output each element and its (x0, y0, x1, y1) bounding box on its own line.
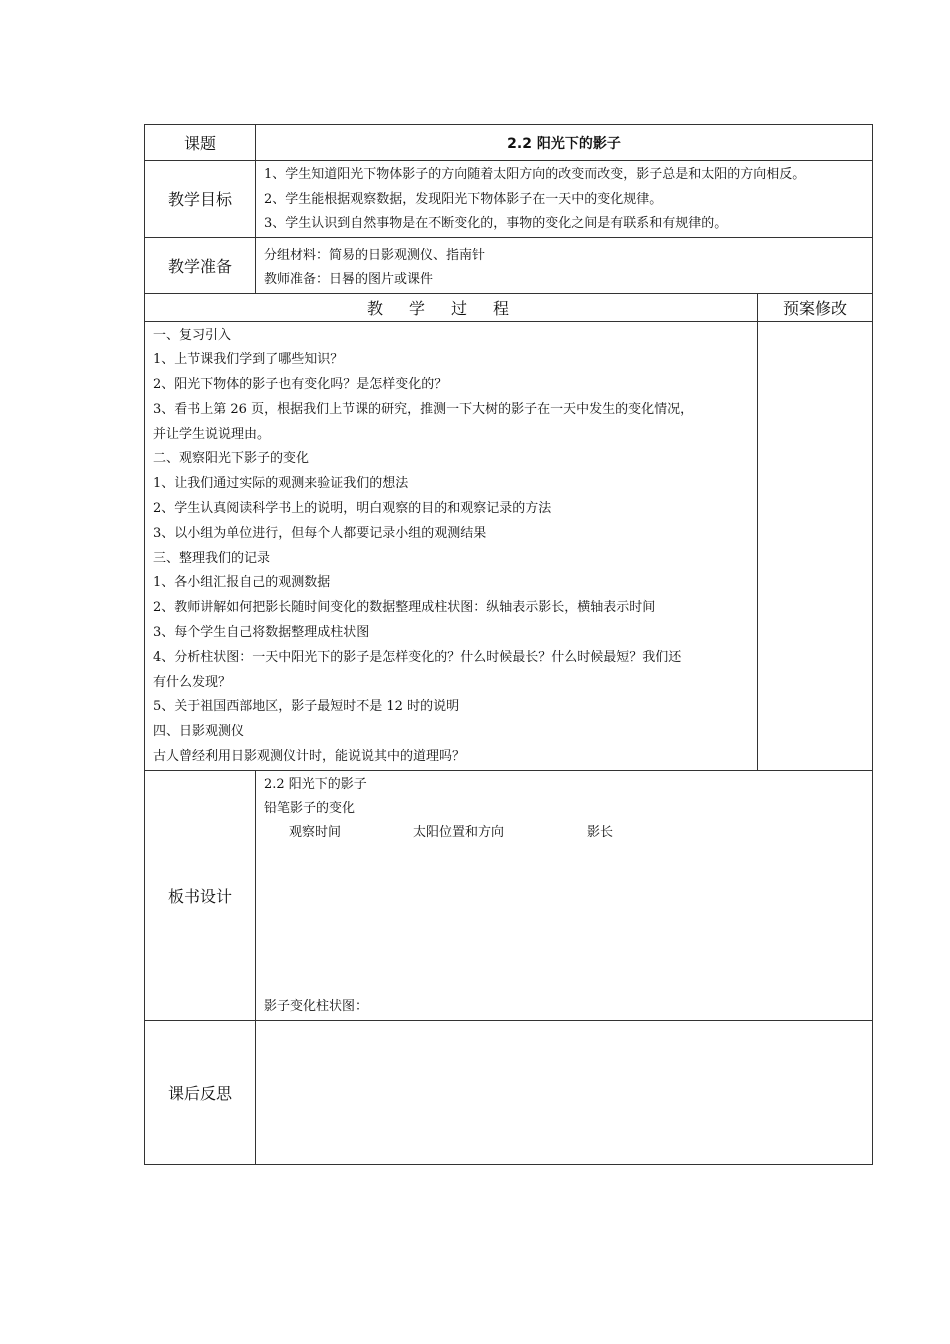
reflection-label: 课后反思 (145, 1020, 256, 1164)
process-line: 一、复习引入 (153, 327, 232, 343)
board-cell (256, 770, 873, 1020)
process-line: 3、每个学生自己将数据整理成柱状图 (153, 625, 370, 641)
goal-item: 2、学生能根据观察数据，发现阳光下物体影子在一天中的变化规律。 (264, 191, 663, 207)
board-col-length: 影长 (587, 824, 614, 840)
process-line: 1、让我们通过实际的观测来验证我们的想法 (153, 476, 409, 492)
goals-row (145, 161, 873, 238)
lesson-plan-table (144, 124, 873, 1165)
goal-item: 3、学生认识到自然事物是在不断变化的，事物的变化之间是有联系和有规律的。 (264, 216, 728, 231)
process-line: 2、学生认真阅读科学书上的说明，明白观察的目的和观察记录的方法 (153, 501, 552, 517)
board-subtitle: 铅笔影子的变化 (264, 800, 356, 816)
process-line: 3、以小组为单位进行，但每个人都要记录小组的观测结果 (153, 525, 487, 541)
board-row (145, 770, 873, 1020)
process-line: 4、分析柱状图：一天中阳光下的影子是怎样变化的？什么时候最长？什么时候最短？我们还 (153, 649, 682, 665)
prep-label: 教学准备 (145, 237, 256, 293)
process-line: 2、教师讲解如何把影长随时间变化的数据整理成柱状图：纵轴表示影长，横轴表示时间 (153, 600, 656, 616)
goals-label: 教学目标 (145, 161, 256, 238)
process-line: 5、关于祖国西部地区，影子最短时不是 12 时的说明 (153, 699, 460, 715)
board-col-sun: 太阳位置和方向 (413, 824, 505, 840)
process-line: 四、日影观测仪 (153, 724, 245, 740)
board-col-time: 观察时间 (289, 824, 342, 840)
process-cell (145, 321, 758, 770)
lesson-plan-sheet (144, 124, 872, 1165)
board-label: 板书设计 (145, 770, 256, 1020)
prep-item: 分组材料：简易的日影观测仪、指南针 (264, 247, 486, 263)
process-line: 1、各小组汇报自己的观测数据 (153, 575, 331, 591)
process-line: 3、看书上第 26 页，根据我们上节课的研究，推测一下大树的影子在一天中发生的变化情况， (153, 401, 694, 417)
reflection-cell[interactable] (256, 1020, 873, 1164)
process-row (145, 321, 873, 770)
goals-cell (256, 161, 873, 238)
prep-cell (256, 237, 873, 293)
goal-item: 1、学生知道阳光下物体影子的方向随着太阳方向的改变而改变，影子总是和太阳的方向相反。 (264, 167, 806, 182)
process-header-row (145, 293, 873, 321)
reflection-row (145, 1020, 873, 1164)
process-line: 1、上节课我们学到了哪些知识？ (153, 352, 344, 368)
process-line: 三、整理我们的记录 (153, 550, 271, 566)
revision-cell (758, 321, 873, 770)
process-line: 二、观察阳光下影子的变化 (153, 451, 310, 467)
topic-label: 课题 (145, 125, 256, 161)
process-line: 2、阳光下物体的影子也有变化吗？是怎样变化的？ (153, 377, 448, 393)
topic-value: 2.2 阳光下的影子 (256, 125, 873, 161)
board-title: 2.2 阳光下的影子 (264, 776, 367, 792)
topic-row (145, 125, 873, 161)
process-line: 古人曾经利用日影观测仪计时，能说说其中的道理吗？ (153, 749, 466, 765)
prep-row (145, 237, 873, 293)
board-footer: 影子变化柱状图： (264, 998, 369, 1014)
revision-header: 预案修改 (758, 293, 873, 321)
process-line: 有什么发现？ (153, 674, 232, 690)
process-header: 教学过程 (145, 293, 758, 321)
prep-item: 教师准备：日晷的图片或课件 (264, 272, 434, 287)
process-line: 并让学生说说理由。 (153, 426, 271, 442)
